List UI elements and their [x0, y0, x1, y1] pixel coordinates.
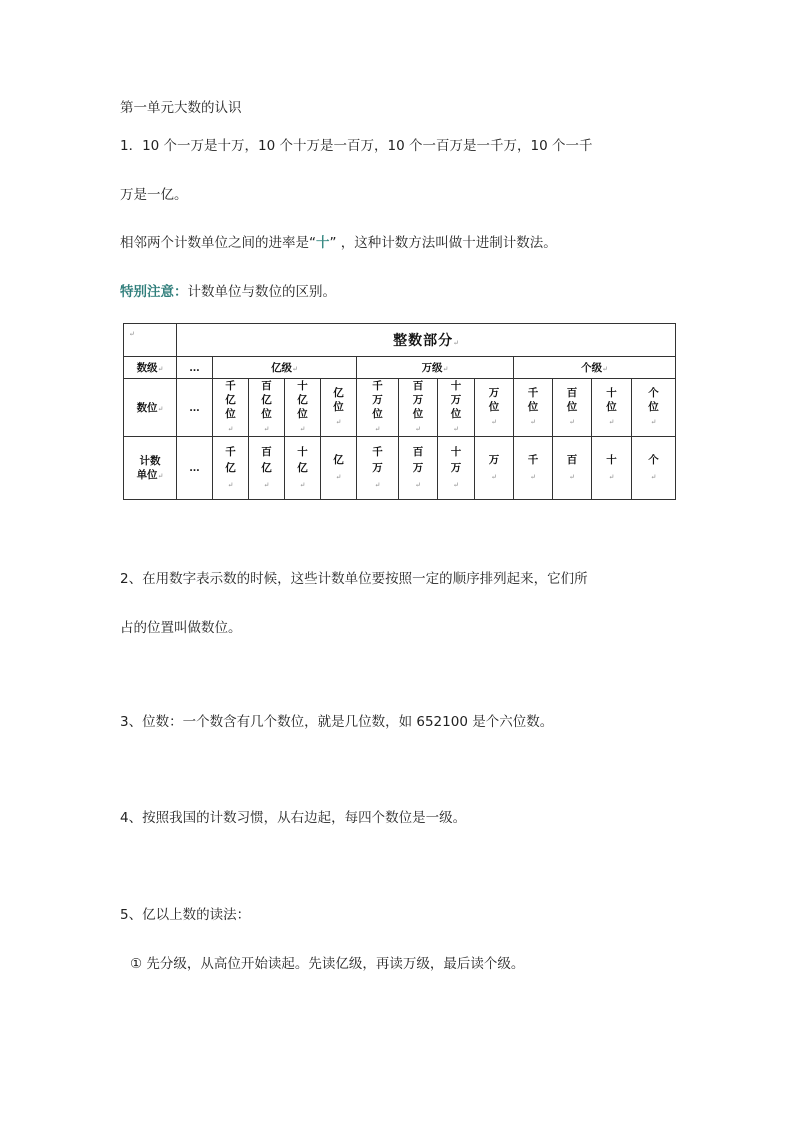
- unit-cell-3: [321, 437, 357, 500]
- place-mark: ↵: [569, 418, 575, 426]
- place-char: 个: [648, 387, 659, 399]
- place-char: 位: [606, 401, 617, 413]
- place-char: 十: [450, 380, 462, 392]
- unit-char: 万: [372, 461, 383, 474]
- table-header-cell: [177, 324, 676, 357]
- special-note: [120, 283, 336, 301]
- place-mark: ↵: [299, 425, 306, 433]
- unit-char: 百: [566, 453, 578, 466]
- place-mark: ↵: [650, 418, 657, 426]
- table-corner-mark: ↵: [129, 330, 135, 338]
- place-cell-7: [475, 379, 514, 437]
- place-char: 位: [261, 408, 272, 420]
- unit-char: 万: [450, 461, 462, 474]
- place-char: 千: [372, 380, 383, 392]
- place-char: 亿: [297, 394, 308, 406]
- group-name: 亿级: [271, 362, 293, 374]
- place-char: 亿: [333, 387, 344, 399]
- group-mark: ↵: [442, 365, 449, 373]
- unit-mark: ↵: [491, 472, 497, 481]
- paragraph-1-line-1: 1．10 个一万是十万，10 个十万是一百万，10 个一百万是一千万，10 个一千: [120, 138, 593, 154]
- place-cell-11: [632, 379, 676, 437]
- place-char: 亿: [225, 394, 236, 406]
- unit-mark: ↵: [650, 472, 657, 481]
- place-char: 位: [566, 401, 578, 413]
- place-char: 位: [488, 401, 500, 413]
- unit-cell-1: [249, 437, 285, 500]
- place-cell-2: [285, 379, 321, 437]
- unit-char: 个: [648, 453, 659, 466]
- special-note-label: 特别注意：: [120, 284, 188, 300]
- unit-mark: ↵: [227, 480, 234, 489]
- unit-cell-11: [632, 437, 676, 500]
- place-char: 十: [297, 380, 308, 392]
- unit-char: 亿: [261, 461, 272, 474]
- ellipsis-cell-levels: …: [177, 357, 213, 379]
- ellipsis-cell-places: …: [177, 379, 213, 437]
- group-name: 万级: [421, 362, 443, 374]
- place-mark: ↵: [227, 425, 234, 433]
- place-mark: ↵: [453, 425, 459, 433]
- place-cell-9: [553, 379, 592, 437]
- group-name: 个级: [581, 362, 603, 374]
- unit-char: 千: [527, 453, 539, 466]
- unit-char: 百: [261, 445, 272, 458]
- place-value-table-body: [124, 324, 676, 500]
- place-char: 百: [261, 380, 272, 392]
- unit-cell-2: [285, 437, 321, 500]
- place-mark: ↵: [263, 425, 270, 433]
- place-char: 位: [412, 408, 424, 420]
- unit-mark: ↵: [335, 472, 342, 481]
- unit-mark: ↵: [415, 480, 421, 489]
- place-char: 位: [450, 408, 462, 420]
- place-mark: ↵: [374, 425, 381, 433]
- ellipsis-cell-units: …: [177, 437, 213, 500]
- base-rate-after: ” ，这种计数方法叫做十进制计数法。: [329, 235, 557, 251]
- table-corner-cell: [124, 324, 177, 357]
- group-mark: ↵: [602, 365, 608, 373]
- unit-mark: ↵: [530, 472, 536, 481]
- place-char: 位: [225, 408, 236, 420]
- row-label-places-text: 数位: [136, 402, 158, 414]
- table-header-text: 整数部分: [393, 333, 454, 349]
- place-char: 位: [648, 401, 659, 413]
- unit-cell-5: [399, 437, 438, 500]
- place-char: 位: [527, 401, 539, 413]
- paragraph-3: 3、位数：一个数含有几个数位，就是几位数，如 652100 是个六位数。: [120, 714, 554, 730]
- unit-cell-4: [357, 437, 399, 500]
- place-cell-0: [213, 379, 249, 437]
- paragraph-5: 5、亿以上数的读法：: [120, 907, 251, 923]
- unit-char: 十: [606, 453, 617, 466]
- place-char: 万: [372, 394, 383, 406]
- group-cell-0: [213, 357, 357, 379]
- unit-cell-8: [514, 437, 553, 500]
- unit-mark: ↵: [569, 472, 575, 481]
- row-label-units: [124, 437, 177, 500]
- unit-cell-7: [475, 437, 514, 500]
- place-cell-3: [321, 379, 357, 437]
- row-label-units-mark: ↵: [157, 471, 164, 480]
- row-label-units-line-1: 计数: [139, 454, 161, 467]
- unit-mark: ↵: [374, 480, 381, 489]
- row-label-places: [124, 379, 177, 437]
- unit-char: 万: [412, 461, 424, 474]
- special-note-text: 计数单位与数位的区别。: [187, 284, 336, 300]
- unit-mark: ↵: [263, 480, 270, 489]
- base-rate-sentence: [120, 234, 557, 252]
- unit-mark: ↵: [453, 480, 459, 489]
- unit-char: 万: [488, 453, 500, 466]
- place-char: 位: [372, 408, 383, 420]
- unit-char: 亿: [297, 461, 308, 474]
- place-char: 万: [412, 394, 424, 406]
- place-cell-5: [399, 379, 438, 437]
- place-char: 百: [566, 387, 578, 399]
- base-rate-before: 相邻两个计数单位之间的进率是“: [120, 235, 316, 251]
- row-label-levels: [124, 357, 177, 379]
- place-char: 亿: [261, 394, 272, 406]
- unit-char: 百: [412, 445, 424, 458]
- group-mark: ↵: [292, 365, 298, 373]
- unit-cell-6: [438, 437, 475, 500]
- place-mark: ↵: [335, 418, 342, 426]
- place-char: 十: [606, 387, 617, 399]
- group-cell-2: [514, 357, 676, 379]
- unit-mark: ↵: [299, 480, 306, 489]
- place-mark: ↵: [530, 418, 536, 426]
- paragraph-2-line-2: 占的位置叫做数位。: [120, 620, 242, 636]
- unit-cell-9: [553, 437, 592, 500]
- place-char: 位: [333, 401, 344, 413]
- row-label-units-line-2: 单位: [136, 468, 158, 481]
- place-cell-4: [357, 379, 399, 437]
- unit-char: 亿: [333, 453, 344, 466]
- unit-char: 千: [225, 445, 236, 458]
- place-char: 位: [297, 408, 308, 420]
- place-char: 千: [225, 380, 236, 392]
- place-char: 百: [412, 380, 424, 392]
- place-value-table: [123, 323, 676, 500]
- unit-char: 十: [450, 445, 462, 458]
- group-cell-1: [357, 357, 514, 379]
- row-label-levels-text: 数级: [136, 362, 158, 374]
- place-char: 万: [488, 387, 500, 399]
- unit-char: 十: [297, 445, 308, 458]
- place-cell-1: [249, 379, 285, 437]
- unit-char: 亿: [225, 461, 236, 474]
- paragraph-1-line-2: 万是一亿。: [120, 187, 188, 203]
- row-label-places-mark: ↵: [157, 405, 164, 413]
- unit-char: 千: [372, 445, 383, 458]
- row-label-levels-mark: ↵: [157, 365, 164, 373]
- paragraph-2-line-1: 2、在用数字表示数的时候，这些计数单位要按照一定的顺序排列起来，它们所: [120, 571, 588, 587]
- unit-mark: ↵: [608, 472, 615, 481]
- section-title: 第一单元大数的认识: [120, 100, 242, 116]
- table-header-mark: ↵: [453, 339, 459, 347]
- unit-cell-10: [592, 437, 632, 500]
- place-cell-6: [438, 379, 475, 437]
- place-char: 万: [450, 394, 462, 406]
- unit-cell-0: [213, 437, 249, 500]
- place-cell-8: [514, 379, 553, 437]
- paragraph-5-item-1: ① 先分级，从高位开始读起。先读亿级，再读万级，最后读个级。: [130, 956, 525, 972]
- paragraph-4: 4、按照我国的计数习惯，从右边起，每四个数位是一级。: [120, 810, 467, 826]
- place-cell-10: [592, 379, 632, 437]
- place-char: 千: [527, 387, 539, 399]
- place-mark: ↵: [491, 418, 497, 426]
- base-rate-emphasis: 十: [316, 235, 330, 251]
- place-mark: ↵: [608, 418, 615, 426]
- place-mark: ↵: [415, 425, 421, 433]
